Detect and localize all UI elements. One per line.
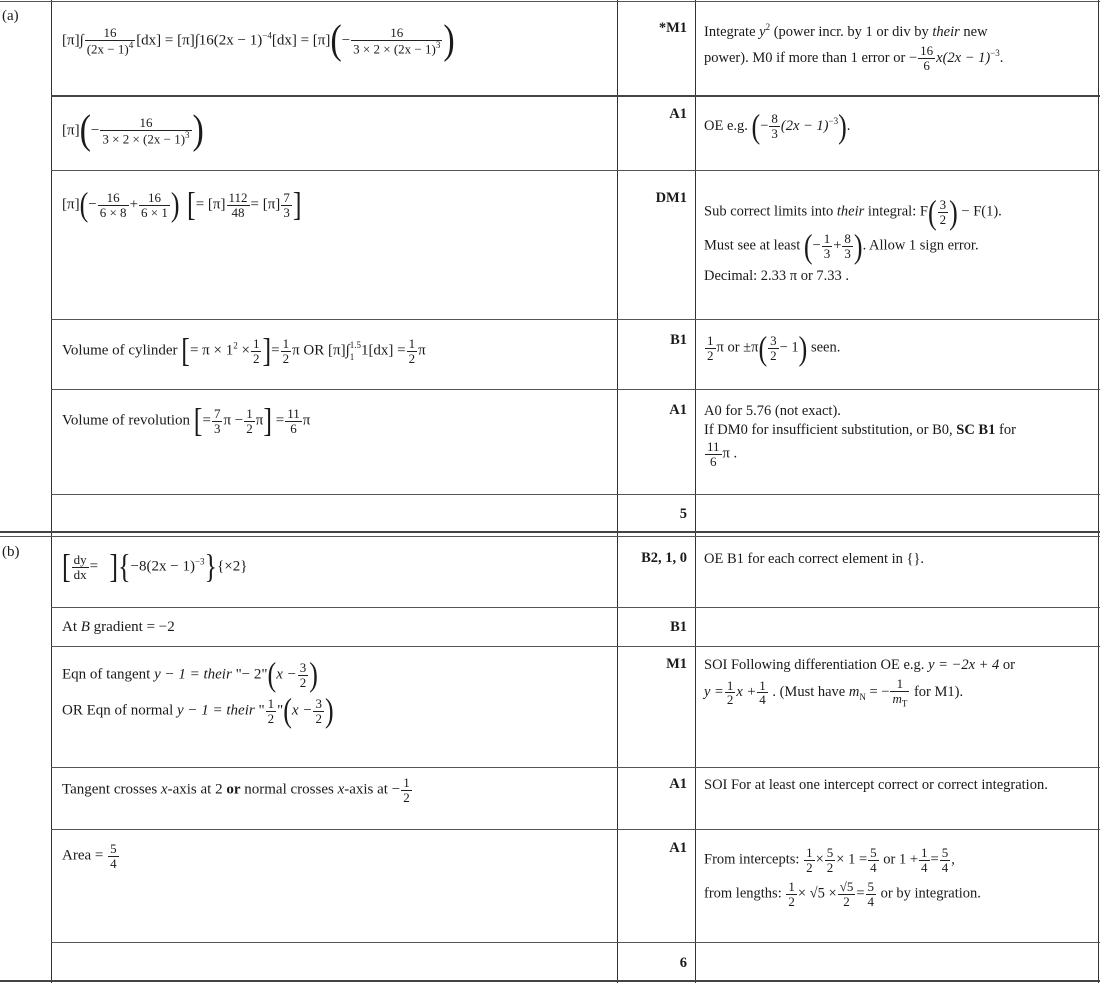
working-a1: [π]∫ $\frac{16}{(2x - 1)^4}$ $[dx] = [\pi]\int 16(2x - 1)^{-4}[dx] = [\pi](-$ $\frac{16}{3 \times 2 \times (2x - 1)^3}$ ) xyxy=(62,18,455,63)
working-b2: At B gradient = −2 xyxy=(62,619,175,635)
mark-a1: *M1 xyxy=(658,20,687,36)
mark-a2: A1 xyxy=(669,106,687,122)
note-a5: A0 for 5.76 (not exact). If DM0 for insufficient substitution, or B0, SC B1 for $\frac{11}{6}$ π . xyxy=(704,403,1016,469)
col-divider-right xyxy=(1098,0,1099,983)
mark-a4: B1 xyxy=(670,332,687,348)
mark-b2: B1 xyxy=(670,619,687,635)
row-line xyxy=(0,1,1100,2)
mark-b4: A1 xyxy=(669,776,687,792)
row-line xyxy=(51,494,1100,495)
working-a3: [π](− $\frac{16}{6 \times 8}$ + $\frac{16}{6 \times 1}$ ) [= [π] $\frac{112}{48}$ = [π] $\frac{7}{3}$ ] xyxy=(62,185,302,224)
col-divider-note xyxy=(695,0,696,983)
section-divider xyxy=(0,536,1100,537)
col-divider-label xyxy=(51,0,52,983)
note-a1: Integrate $y^2$ (power incr. by 1 or div by their new power). M0 if more than 1 error or − $\frac{16}{6}$ $x(2x - 1)^{-3}$. xyxy=(704,22,1004,73)
row-line xyxy=(51,95,1100,97)
fraction: $\frac{16}{(2x - 1)^4}$ xyxy=(86,25,134,57)
mark-b3: M1 xyxy=(666,656,687,672)
working-a2: [π](− $\frac{16}{3 \times 2 \times (2x - 1)^3}$ ) xyxy=(62,108,204,153)
part-label-b: (b) xyxy=(2,544,20,560)
note-a2: OE e.g. (− $\frac{8}{3}$ $(2x - 1)^{-3}$). xyxy=(704,107,851,146)
row-line xyxy=(51,319,1100,320)
fraction: $\frac{16}{3 \times 2 \times (2x - 1)^3}$ xyxy=(353,25,441,57)
section-divider xyxy=(0,531,1100,533)
row-line xyxy=(0,980,1100,982)
working-b1: [ $\frac{dy}{dx}$ = ]$\{-8(2x - 1)^{-3}\}\{\times 2\}$ xyxy=(62,547,248,586)
row-line xyxy=(51,170,1100,171)
note-a3: Sub correct limits into their integral: F( $\frac{3}{2}$ ) − F(1). Must see at least (− $\frac{1}{3}$ + $\frac{8}{3}$ ). Allow 1 sign error. Decimal: 2.33 π or 7.33 . xyxy=(704,193,1002,284)
total-b: 6 xyxy=(679,955,687,971)
note-b5: From intercepts: $\frac{1}{2}$ × $\frac{5}{2}$ × 1 = $\frac{5}{4}$ or 1 + $\frac{1}{4}$ = $\frac{5}{4}$ , from lengths: $\frac{1}{2}$ × √5 × $\frac{√5}{2}$ = $\frac{5}{4}$ or by integration. xyxy=(704,845,981,909)
mark-b1: B2, 1, 0 xyxy=(641,550,687,566)
row-line xyxy=(51,942,1100,943)
row-line xyxy=(51,607,1100,608)
working-b3: Eqn of tangent y − 1 = their "− 2"(x − $\frac{3}{2}$ ) OR Eqn of normal y − 1 = their " $\frac{1}{2}$ "(x − $\frac{3}{2}$ ) xyxy=(62,655,334,730)
total-a: 5 xyxy=(679,506,687,522)
working-b4: Tangent crosses x-axis at 2 or normal crosses x-axis at − $\frac{1}{2}$ xyxy=(62,775,410,805)
working-a5: Volume of revolution [= $\frac{7}{3}$ π − $\frac{1}{2}$ π] = $\frac{11}{6}$ π xyxy=(62,401,311,440)
note-b4: SOI For at least one intercept correct or correct integration. xyxy=(704,777,1048,793)
note-b1: OE B1 for each correct element in {}. xyxy=(704,551,925,567)
working-b5: Area = $\frac{5}{4}$ xyxy=(62,841,117,871)
row-line xyxy=(51,829,1100,830)
mark-a3: DM1 xyxy=(655,190,687,206)
working-a4: Volume of cylinder [= $\pi \times 1^2$ × $\frac{1}{2}$ ]= $\frac{1}{2}$ π OR [π]∫ 1.5 1 1[dx] = $\frac{1}{2}$ π xyxy=(62,331,426,370)
mark-b5: A1 xyxy=(669,840,687,856)
note-a4: $\frac{1}{2}$ π or ±π( $\frac{3}{2}$ − 1) seen. xyxy=(707,329,841,367)
part-label-a: (a) xyxy=(2,8,19,24)
row-line xyxy=(51,767,1100,768)
mark-a5: A1 xyxy=(669,402,687,418)
note-b3: SOI Following differentiation OE e.g. y = −2x + 4 or y = $\frac{1}{2}$ x + $\frac{1}{4}$ . (Must have $m_N$ = − $\frac{1}{m_T}$ for M1). xyxy=(704,657,1016,709)
col-divider-mark xyxy=(617,0,618,983)
row-line xyxy=(51,646,1100,647)
row-line xyxy=(51,389,1100,390)
